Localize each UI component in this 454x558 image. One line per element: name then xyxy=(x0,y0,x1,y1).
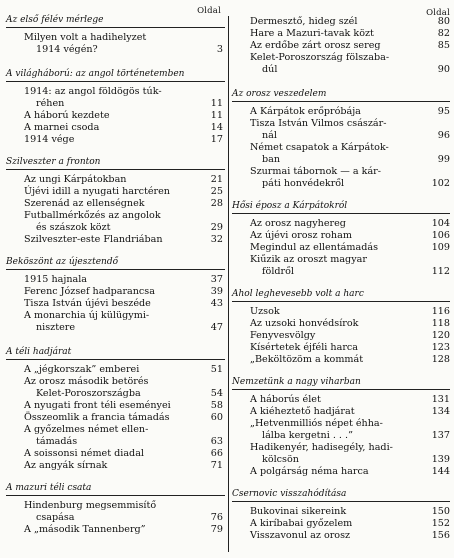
entry-title-continuation: dúl xyxy=(262,64,278,75)
entry-title xyxy=(232,318,426,330)
section-heading: Szilveszter a fronton xyxy=(6,156,225,170)
entry-page-number: 79 xyxy=(210,524,223,535)
toc-entry[interactable] xyxy=(232,106,450,118)
entry-page-number: 76 xyxy=(210,512,223,523)
toc-section xyxy=(232,488,450,542)
toc-entry[interactable] xyxy=(232,242,450,254)
entry-title-line: Az orosz nagyhereg xyxy=(250,218,346,229)
section-gap xyxy=(232,190,450,200)
toc-entry[interactable] xyxy=(232,118,450,142)
entry-page-number: 80 xyxy=(437,16,450,27)
entry-title xyxy=(6,198,201,210)
entry-title xyxy=(232,442,426,466)
entry-title xyxy=(232,40,426,52)
toc-section xyxy=(6,68,225,146)
toc-entry[interactable] xyxy=(6,122,225,134)
entry-page-number: 47 xyxy=(210,322,223,333)
entry-title-continuation: támadás xyxy=(36,436,78,447)
entry-title-line: Az ungi Kárpátokban xyxy=(24,174,127,185)
section-heading: A világháború: az angol történetemben xyxy=(6,68,225,82)
entry-title-line: Az angyák sírnak xyxy=(24,460,108,471)
entry-title-continuation: csapása xyxy=(36,512,75,523)
entry-title xyxy=(232,52,426,76)
entry-page-number: 14 xyxy=(210,122,223,133)
entry-title-line: Kiűzik az oroszt magyar xyxy=(250,254,367,265)
section-gap xyxy=(6,56,225,68)
entry-page-number: 39 xyxy=(210,286,223,297)
entry-title-line: Az erdőbe zárt orosz sereg xyxy=(250,40,381,51)
entry-title-line: A győzelmes német ellen- xyxy=(24,424,149,435)
toc-entry[interactable] xyxy=(6,286,225,298)
section-gap xyxy=(6,472,225,482)
section-gap xyxy=(232,278,450,288)
section-gap xyxy=(232,366,450,376)
entry-title xyxy=(6,310,201,334)
entry-title-line: A soissonsi német diadal xyxy=(24,448,144,459)
entry-title xyxy=(232,518,426,530)
entry-page-number: 144 xyxy=(431,466,450,477)
toc-entry[interactable] xyxy=(232,28,450,40)
entry-title xyxy=(6,424,201,448)
entry-title-line: Kelet-Poroszország fölszaba- xyxy=(250,52,390,63)
entry-page-number: 71 xyxy=(210,460,223,471)
entry-title xyxy=(6,210,201,234)
toc-section xyxy=(232,16,450,76)
entry-title-line: A háborús élet xyxy=(250,394,321,405)
entry-title-continuation: Kelet-Poroszországba xyxy=(36,388,141,399)
entry-page-number: 131 xyxy=(431,394,450,405)
toc-entry[interactable] xyxy=(6,400,225,412)
section-heading: A mazuri téli csata xyxy=(6,482,225,496)
entry-page-number: 118 xyxy=(431,318,450,329)
toc-entry[interactable] xyxy=(6,210,225,234)
entry-title-continuation: ban xyxy=(262,154,281,165)
toc-section xyxy=(6,156,225,246)
toc-entry[interactable] xyxy=(6,448,225,460)
entry-title-line: Az orosz második betörés xyxy=(24,376,149,387)
entry-title xyxy=(232,28,426,40)
entry-title xyxy=(232,106,426,118)
entry-page-number: 54 xyxy=(210,388,223,399)
entry-title-line: Szilveszter-este Flandriában xyxy=(24,234,163,245)
entry-page-number: 63 xyxy=(210,436,223,447)
toc-entry[interactable] xyxy=(232,466,450,478)
entry-title-line: Tisza István Vilmos császár- xyxy=(250,118,387,129)
toc-entry[interactable] xyxy=(232,506,450,518)
entry-title-line: 1914: az angol földögös túk- xyxy=(24,86,162,97)
toc-entry[interactable] xyxy=(6,198,225,210)
toc-entry[interactable] xyxy=(232,330,450,342)
entry-title xyxy=(232,342,426,354)
entry-title-line: Az újévi orosz roham xyxy=(250,230,352,241)
page-column-label: Oldal xyxy=(426,8,450,18)
entry-page-number: 90 xyxy=(437,64,450,75)
entry-title-line: A nyugati front téli eseményei xyxy=(24,400,171,411)
entry-title-line: A polgárság néma harca xyxy=(250,466,369,477)
entry-title xyxy=(6,32,201,56)
section-heading: Hősi éposz a Kárpátokról xyxy=(232,200,450,214)
entry-title-line: Megindul az ellentámadás xyxy=(250,242,378,253)
entry-title-continuation: kölcsön xyxy=(262,454,299,465)
entry-page-number: 123 xyxy=(431,342,450,353)
left-entries xyxy=(6,14,225,536)
entry-title xyxy=(232,306,426,318)
entry-title-line: Összeomlik a francia támadás xyxy=(24,412,170,423)
entry-title-line: Szurmai tábornok — a kár- xyxy=(250,166,381,177)
toc-entry[interactable] xyxy=(6,298,225,310)
toc-entry[interactable] xyxy=(6,412,225,424)
entry-page-number: 139 xyxy=(431,454,450,465)
entry-page-number: 21 xyxy=(210,174,223,185)
section-heading: Az orosz veszedelem xyxy=(232,88,450,102)
toc-entry[interactable] xyxy=(232,318,450,330)
toc-section xyxy=(232,288,450,366)
entry-title xyxy=(6,186,201,198)
entry-page-number: 134 xyxy=(431,406,450,417)
entry-title xyxy=(232,218,426,230)
section-heading: A téli hadjárat xyxy=(6,346,225,360)
toc-entry[interactable] xyxy=(232,166,450,190)
toc-entry[interactable] xyxy=(6,500,225,524)
entry-title-line: Uzsok xyxy=(250,306,280,317)
entry-title xyxy=(232,354,426,366)
entry-page-number: 96 xyxy=(437,130,450,141)
entry-title xyxy=(232,530,426,542)
entry-title-line: „Hetvenmilliós népet éhha- xyxy=(250,418,383,429)
section-gap xyxy=(6,246,225,256)
toc-entry[interactable] xyxy=(6,524,225,536)
entry-title xyxy=(6,274,201,286)
entry-page-number: 11 xyxy=(210,110,223,121)
left-column xyxy=(6,0,225,558)
section-heading: Beköszönt az újesztendő xyxy=(6,256,225,270)
toc-entry[interactable] xyxy=(232,518,450,530)
entry-page-number: 85 xyxy=(437,40,450,51)
toc-entry[interactable] xyxy=(6,274,225,286)
entry-title-line: Dermesztő, hideg szél xyxy=(250,16,358,27)
entry-page-number: 60 xyxy=(210,412,223,423)
entry-title-line: „Beköltözöm a kommát xyxy=(250,354,364,365)
toc-entry[interactable] xyxy=(232,530,450,542)
section-heading: Az első félév mérlege xyxy=(6,14,225,28)
toc-entry[interactable] xyxy=(232,306,450,318)
entry-title xyxy=(6,460,201,472)
toc-entry[interactable] xyxy=(232,342,450,354)
entry-title xyxy=(232,406,426,418)
entry-title xyxy=(232,330,426,342)
toc-section xyxy=(6,346,225,472)
entry-title xyxy=(232,418,426,442)
entry-title xyxy=(6,174,201,186)
entry-page-number: 32 xyxy=(210,234,223,245)
toc-section xyxy=(6,256,225,334)
entry-title-line: Az uzsoki honvédsírok xyxy=(250,318,359,329)
entry-page-number: 3 xyxy=(216,44,223,55)
entry-title-continuation: nál xyxy=(262,130,277,141)
toc-entry[interactable] xyxy=(232,218,450,230)
section-gap xyxy=(6,146,225,156)
entry-title-line: A „jégkorszak” emberei xyxy=(24,364,140,375)
section-gap xyxy=(232,478,450,488)
entry-page-number: 99 xyxy=(437,154,450,165)
entry-title xyxy=(6,134,201,146)
entry-title xyxy=(232,142,426,166)
entry-title xyxy=(6,234,201,246)
entry-title-line: Futballmérkőzés az angolok xyxy=(24,210,161,221)
entry-page-number: 51 xyxy=(210,364,223,375)
toc-entry[interactable] xyxy=(6,234,225,246)
entry-title-line: Hare a Mazuri-tavak közt xyxy=(250,28,374,39)
toc-entry[interactable] xyxy=(232,442,450,466)
entry-title-line: Fenyvesvölgy xyxy=(250,330,316,341)
toc-entry[interactable] xyxy=(6,364,225,376)
toc-entry[interactable] xyxy=(232,230,450,242)
entry-title-line: Visszavonul az orosz xyxy=(250,530,351,541)
entry-page-number: 66 xyxy=(210,448,223,459)
entry-title-line: A kiríbabai győzelem xyxy=(250,518,353,529)
entry-title xyxy=(232,166,426,190)
section-gap xyxy=(6,334,225,346)
entry-title xyxy=(232,466,426,478)
entry-title-continuation: földről xyxy=(262,266,294,277)
entry-page-number: 106 xyxy=(431,230,450,241)
toc-entry[interactable] xyxy=(232,394,450,406)
toc-entry[interactable] xyxy=(232,52,450,76)
toc-entry[interactable] xyxy=(6,174,225,186)
entry-title-line: Ferenc József hadparancsa xyxy=(24,286,155,297)
entry-title xyxy=(6,364,201,376)
entry-page-number: 128 xyxy=(431,354,450,365)
toc-entry[interactable] xyxy=(6,186,225,198)
entry-title-line: Milyen volt a hadihelyzet xyxy=(24,32,147,43)
entry-page-number: 116 xyxy=(431,306,450,317)
entry-title-line: A háború kezdete xyxy=(24,110,110,121)
right-column xyxy=(232,0,450,558)
entry-page-number: 152 xyxy=(431,518,450,529)
toc-entry[interactable] xyxy=(232,40,450,52)
entry-page-number: 43 xyxy=(210,298,223,309)
entry-page-number: 104 xyxy=(431,218,450,229)
section-gap xyxy=(232,76,450,88)
entry-page-number: 58 xyxy=(210,400,223,411)
toc-entry[interactable] xyxy=(6,376,225,400)
entry-title-continuation: és szászok közt xyxy=(36,222,111,233)
entry-page-number: 11 xyxy=(210,98,223,109)
entry-title-continuation: 1914 végén? xyxy=(36,44,98,55)
entry-title xyxy=(232,230,426,242)
entry-title-continuation: páti honvédekről xyxy=(262,178,345,189)
entry-title xyxy=(6,448,201,460)
entry-title xyxy=(6,376,201,400)
entry-page-number: 150 xyxy=(431,506,450,517)
entry-title xyxy=(6,110,201,122)
entry-page-number: 17 xyxy=(210,134,223,145)
entry-title xyxy=(232,16,426,28)
entry-title-line: Bukovinai sikereink xyxy=(250,506,347,517)
entry-title-line: A Kárpátok erőpróbája xyxy=(250,106,361,117)
page-column-label: Oldal xyxy=(197,6,221,16)
entry-title-line: A monarchia új külügymi- xyxy=(24,310,150,321)
entry-title xyxy=(232,394,426,406)
entry-title-line: A marnei csoda xyxy=(24,122,100,133)
toc-section xyxy=(232,88,450,190)
toc-entry[interactable] xyxy=(6,86,225,110)
toc-entry[interactable] xyxy=(232,418,450,442)
entry-page-number: 102 xyxy=(431,178,450,189)
section-heading: Ahol leghevesebb volt a harc xyxy=(232,288,450,302)
entry-title-line: Újévi idill a nyugati harctéren xyxy=(24,186,170,197)
entry-title-continuation: nisztere xyxy=(36,322,76,333)
toc-entry[interactable] xyxy=(232,254,450,278)
toc-entry[interactable] xyxy=(232,16,450,28)
entry-page-number: 25 xyxy=(210,186,223,197)
right-entries xyxy=(232,16,450,542)
toc-entry[interactable] xyxy=(6,32,225,56)
entry-title xyxy=(6,412,201,424)
entry-title xyxy=(6,86,201,110)
entry-title-line: 1914 vége xyxy=(24,134,75,145)
entry-title xyxy=(6,298,201,310)
toc-entry[interactable] xyxy=(232,142,450,166)
entry-title xyxy=(232,118,426,142)
toc-entry[interactable] xyxy=(6,134,225,146)
toc-entry[interactable] xyxy=(232,406,450,418)
entry-title xyxy=(6,122,201,134)
toc-entry[interactable] xyxy=(6,424,225,448)
toc-entry[interactable] xyxy=(6,110,225,122)
column-divider xyxy=(228,16,229,552)
entry-title-line: Hadikenyér, hadisegély, hadi- xyxy=(250,442,393,453)
entry-title-continuation: réhen xyxy=(36,98,65,109)
toc-section xyxy=(232,200,450,278)
entry-title-continuation: lálba kergetni . . .” xyxy=(262,430,353,441)
toc-entry[interactable] xyxy=(6,460,225,472)
entry-title xyxy=(6,286,201,298)
entry-page-number: 95 xyxy=(437,106,450,117)
entry-title xyxy=(232,506,426,518)
entry-title-line: Német csapatok a Kárpátok- xyxy=(250,142,389,153)
entry-title-line: Kísértetek éjféli harca xyxy=(250,342,358,353)
entry-title xyxy=(6,500,201,524)
entry-page-number: 137 xyxy=(431,430,450,441)
entry-page-number: 109 xyxy=(431,242,450,253)
entry-title xyxy=(232,242,426,254)
entry-title xyxy=(6,400,201,412)
section-heading: Csernovic visszahódítása xyxy=(232,488,450,502)
entry-title xyxy=(6,524,201,536)
entry-page-number: 37 xyxy=(210,274,223,285)
toc-section xyxy=(232,376,450,478)
entry-page-number: 112 xyxy=(431,266,450,277)
entry-page-number: 156 xyxy=(431,530,450,541)
toc-section xyxy=(6,482,225,536)
entry-title xyxy=(232,254,426,278)
entry-page-number: 120 xyxy=(431,330,450,341)
entry-page-number: 28 xyxy=(210,198,223,209)
entry-page-number: 29 xyxy=(210,222,223,233)
entry-title-line: Szerenád az ellenségnek xyxy=(24,198,145,209)
section-heading: Nemzetünk a nagy viharban xyxy=(232,376,450,390)
entry-title-line: A „második Tannenberg” xyxy=(24,524,146,535)
toc-entry[interactable] xyxy=(232,354,450,366)
entry-title-line: Hindenburg megsemmisítő xyxy=(24,500,157,511)
entry-page-number: 82 xyxy=(437,28,450,39)
toc-section xyxy=(6,14,225,56)
entry-title-line: 1915 hajnala xyxy=(24,274,88,285)
toc-entry[interactable] xyxy=(6,310,225,334)
entry-title-line: Tisza István újévi beszéde xyxy=(24,298,151,309)
entry-title-line: A kiéheztető hadjárat xyxy=(250,406,355,417)
